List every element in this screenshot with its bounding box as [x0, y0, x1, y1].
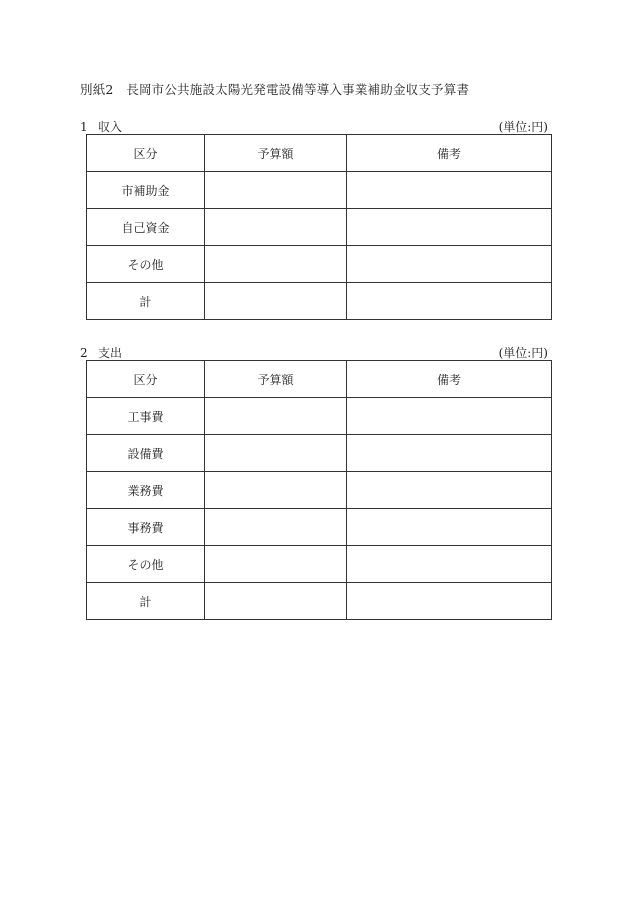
column-header-category: 区分 — [87, 135, 205, 172]
table-row — [87, 546, 552, 583]
row-category: 市補助金 — [87, 172, 205, 209]
amount-cell[interactable] — [205, 435, 347, 472]
income-section-header — [80, 118, 550, 134]
amount-cell[interactable] — [205, 398, 347, 435]
note-cell[interactable] — [347, 472, 552, 509]
expense-section-header — [80, 344, 550, 360]
amount-cell[interactable] — [205, 583, 347, 620]
table-row-total — [87, 583, 552, 620]
column-header-note: 備考 — [347, 361, 552, 398]
table-row — [87, 435, 552, 472]
table-row — [87, 246, 552, 283]
income-unit-label: (単位:円) — [498, 120, 548, 134]
note-cell[interactable] — [347, 283, 552, 320]
amount-cell[interactable] — [205, 546, 347, 583]
table-header-row — [87, 135, 552, 172]
expense-unit-label: (単位:円) — [498, 346, 548, 360]
note-cell[interactable] — [347, 209, 552, 246]
table-row — [87, 509, 552, 546]
note-cell[interactable] — [347, 246, 552, 283]
income-section-label — [80, 118, 122, 135]
document-title: 別紙2 長岡市公共施設太陽光発電設備等導入事業補助金収支予算書 — [80, 82, 470, 97]
column-header-amount: 予算額 — [205, 135, 347, 172]
row-category: 事務費 — [87, 509, 205, 546]
row-category: 設備費 — [87, 435, 205, 472]
row-category: 計 — [87, 283, 205, 320]
income-table — [86, 134, 552, 320]
table-header-row — [87, 361, 552, 398]
expense-table — [86, 360, 552, 620]
row-category: 業務費 — [87, 472, 205, 509]
note-cell[interactable] — [347, 509, 552, 546]
amount-cell[interactable] — [205, 172, 347, 209]
expense-section-title: 支出 — [98, 346, 123, 360]
amount-cell[interactable] — [205, 283, 347, 320]
expense-section-number: 2 — [80, 346, 88, 360]
income-section-title: 収入 — [98, 120, 123, 134]
amount-cell[interactable] — [205, 209, 347, 246]
table-row — [87, 209, 552, 246]
amount-cell[interactable] — [205, 472, 347, 509]
column-header-category: 区分 — [87, 361, 205, 398]
note-cell[interactable] — [347, 583, 552, 620]
row-category: 自己資金 — [87, 209, 205, 246]
row-category: 工事費 — [87, 398, 205, 435]
column-header-amount: 予算額 — [205, 361, 347, 398]
table-row — [87, 472, 552, 509]
row-category: その他 — [87, 246, 205, 283]
note-cell[interactable] — [347, 435, 552, 472]
table-row — [87, 172, 552, 209]
column-header-note: 備考 — [347, 135, 552, 172]
note-cell[interactable] — [347, 172, 552, 209]
note-cell[interactable] — [347, 546, 552, 583]
table-row — [87, 398, 552, 435]
row-category: 計 — [87, 583, 205, 620]
table-row-total — [87, 283, 552, 320]
amount-cell[interactable] — [205, 246, 347, 283]
expense-section-label — [80, 344, 122, 361]
note-cell[interactable] — [347, 398, 552, 435]
income-section-number: 1 — [80, 120, 88, 134]
row-category: その他 — [87, 546, 205, 583]
amount-cell[interactable] — [205, 509, 347, 546]
